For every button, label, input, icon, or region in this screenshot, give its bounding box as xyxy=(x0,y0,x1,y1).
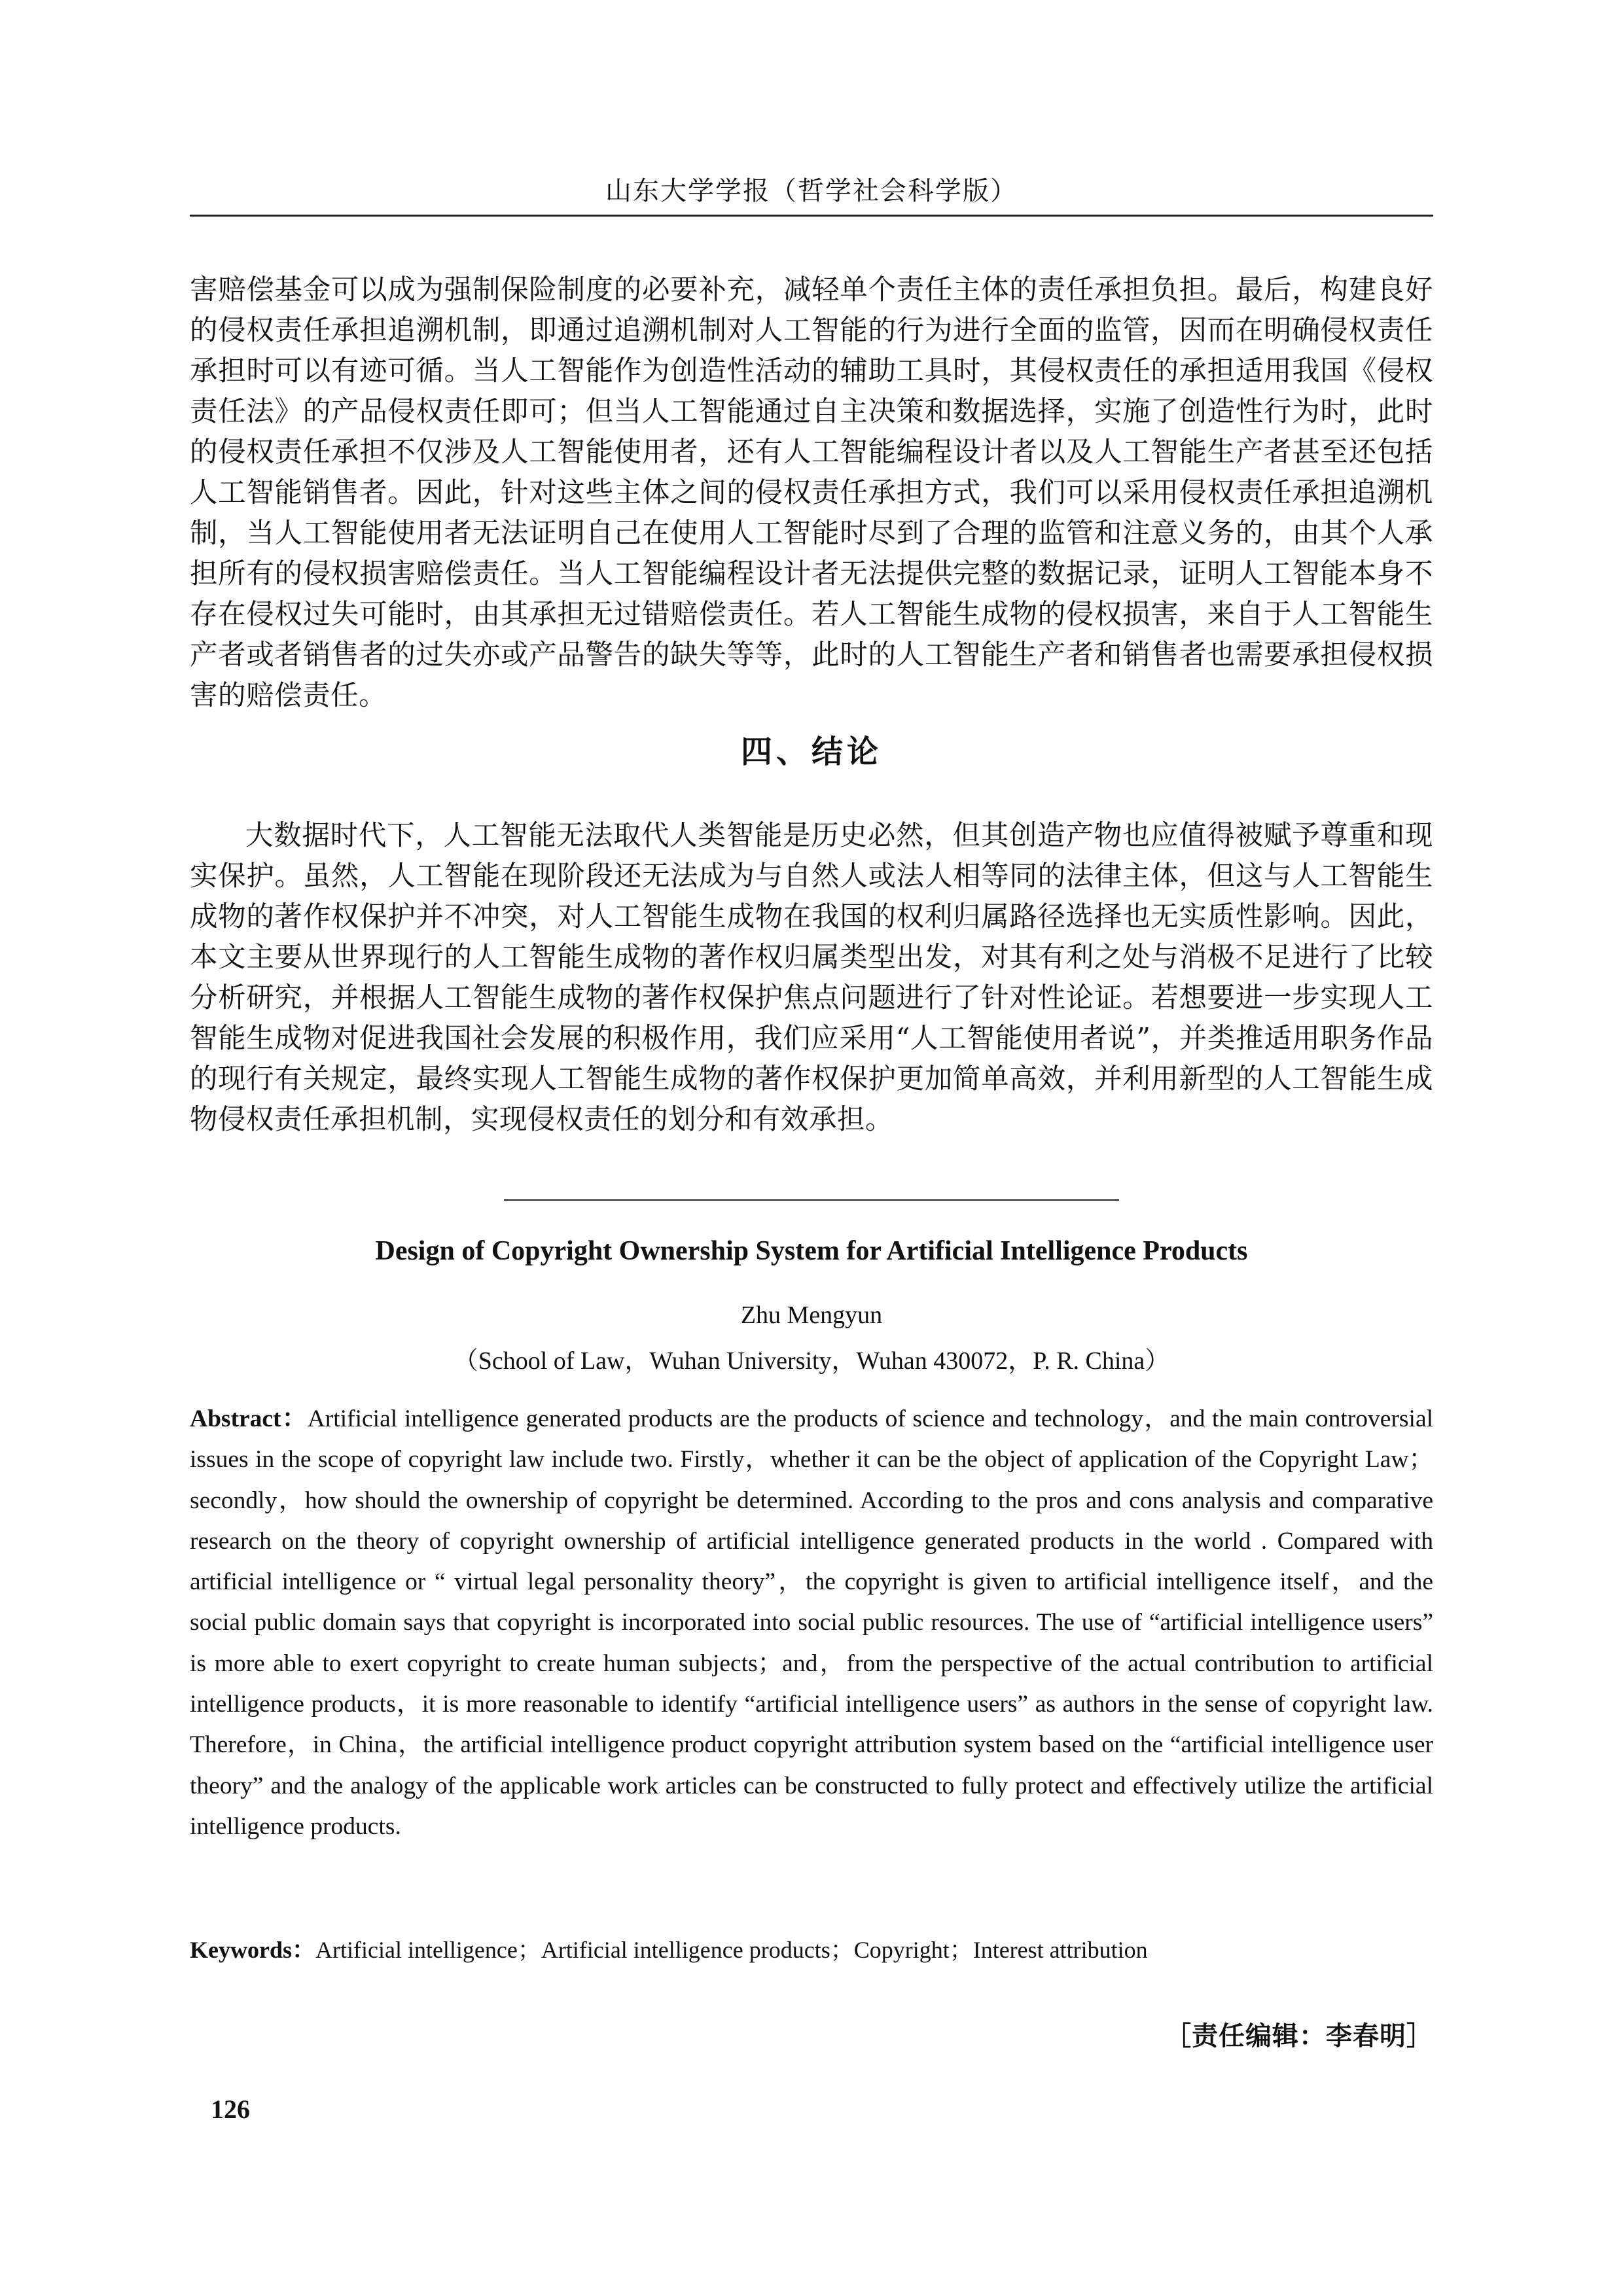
section-divider xyxy=(504,1199,1119,1201)
body-paragraph xyxy=(190,270,1433,716)
english-keywords xyxy=(190,1934,1433,1966)
english-affiliation: （School of Law，Wuhan University，Wuhan 430072，P. R. China） xyxy=(453,1347,1170,1375)
english-author: Zhu Mengyun xyxy=(740,1301,883,1329)
conclusion-paragraph xyxy=(190,816,1433,1140)
editor-note: ［责任编辑：李春明］ xyxy=(1165,2021,1433,2051)
english-title: Design of Copyright Ownership System for Artificial Intelligence Products xyxy=(375,1236,1248,1266)
page-number: 126 xyxy=(211,2094,250,2124)
keywords-label: Keywords： xyxy=(190,1937,315,1963)
section-heading: 四、结论 xyxy=(740,733,882,770)
conclusion-paragraph-text: 大数据时代下，人工智能无法取代人类智能是历史必然，但其创造产物也应值得被赋予尊重和现实保护。虽然，人工智能在现阶段还无法成为与自然人或法人相等同的法律主体，但这与人工智能生成物的著作权保护并不冲突，对人工智能生成物在我国的权利归属路径选择也无实质性影响。因此，本文主要从世界现行的人工智能生成物的著作权归属类型出发，对其有利之处与消极不足进行了比较分析研究，并根据人工智能生成物的著作权保护焦点问题进行了针对性论证。若想要进一步实现人工智能生成物对促进我国社会发展的积极作用，我们应采用“人工智能使用者说”，并类推适用职务作品的现行有关规定，最终实现人工智能生成物的著作权保护更加简单高效，并利用新型的人工智能生成物侵权责任承担机制，实现侵权责任的划分和有效承担。 xyxy=(190,820,1433,1136)
abstract-label: Abstract： xyxy=(190,1405,308,1432)
body-paragraph-text: 害赔偿基金可以成为强制保险制度的必要补充，减轻单个责任主体的责任承担负担。最后，构建良好的侵权责任承担追溯机制，即通过追溯机制对人工智能的行为进行全面的监管，因而在明确侵权责任承担时可以有迹可循。当人工智能作为创造性活动的辅助工具时，其侵权责任的承担适用我国《侵权责任法》的产品侵权责任即可；但当人工智能通过自主决策和数据选择，实施了创造性行为时，此时的侵权责任承担不仅涉及人工智能使用者，还有人工智能编程设计者以及人工智能生产者甚至还包括人工智能销售者。因此，针对这些主体之间的侵权责任承担方式，我们可以采用侵权责任承担追溯机制，当人工智能使用者无法证明自己在使用人工智能时尽到了合理的监管和注意义务的，由其个人承担所有的侵权损害赔偿责任。当人工智能编程设计者无法提供完整的数据记录，证明人工智能本身不存在侵权过失可能时，由其承担无过错赔偿责任。若人工智能生成物的侵权损害，来自于人工智能生产者或者销售者的过失亦或产品警告的缺失等等，此时的人工智能生产者和销售者也需要承担侵权损害的赔偿责任。 xyxy=(190,274,1433,712)
keywords-text: Artificial intelligence；Artificial intelligence products；Copyright；Interest attribution xyxy=(315,1937,1148,1963)
header-rule xyxy=(190,215,1433,217)
english-abstract xyxy=(190,1399,1433,1847)
running-header: 山东大学学报（哲学社会科学版） xyxy=(605,176,1018,206)
abstract-text: Artificial intelligence generated products are the products of science and technology，and the main controversial issues in the scope of copyright law include two. Firstly，whether it can be the object of application of the Copyright Law；secondly，how should the ownership of copyright be determined. According to the pros and cons analysis and comparative research on the theory of copyright ownership of artificial intelligence generated products in the world . Compared with artificial intelligence or “ virtual legal personality theory”，the copyright is given to artificial intelligence itself，and the social public domain says that copyright is incorporated into social public resources. The use of “artificial intelligence users” is more able to exert copyright to create human subjects；and，from the perspective of the actual contribution to artificial intelligence products，it is more reasonable to identify “artificial intelligence users” as authors in the sense of copyright law. Therefore，in China，the artificial intelligence product copyright attribution system based on the “artificial intelligence user theory” and the analogy of the applicable work articles can be constructed to fully protect and effectively utilize the artificial intelligence products. xyxy=(190,1405,1434,1840)
